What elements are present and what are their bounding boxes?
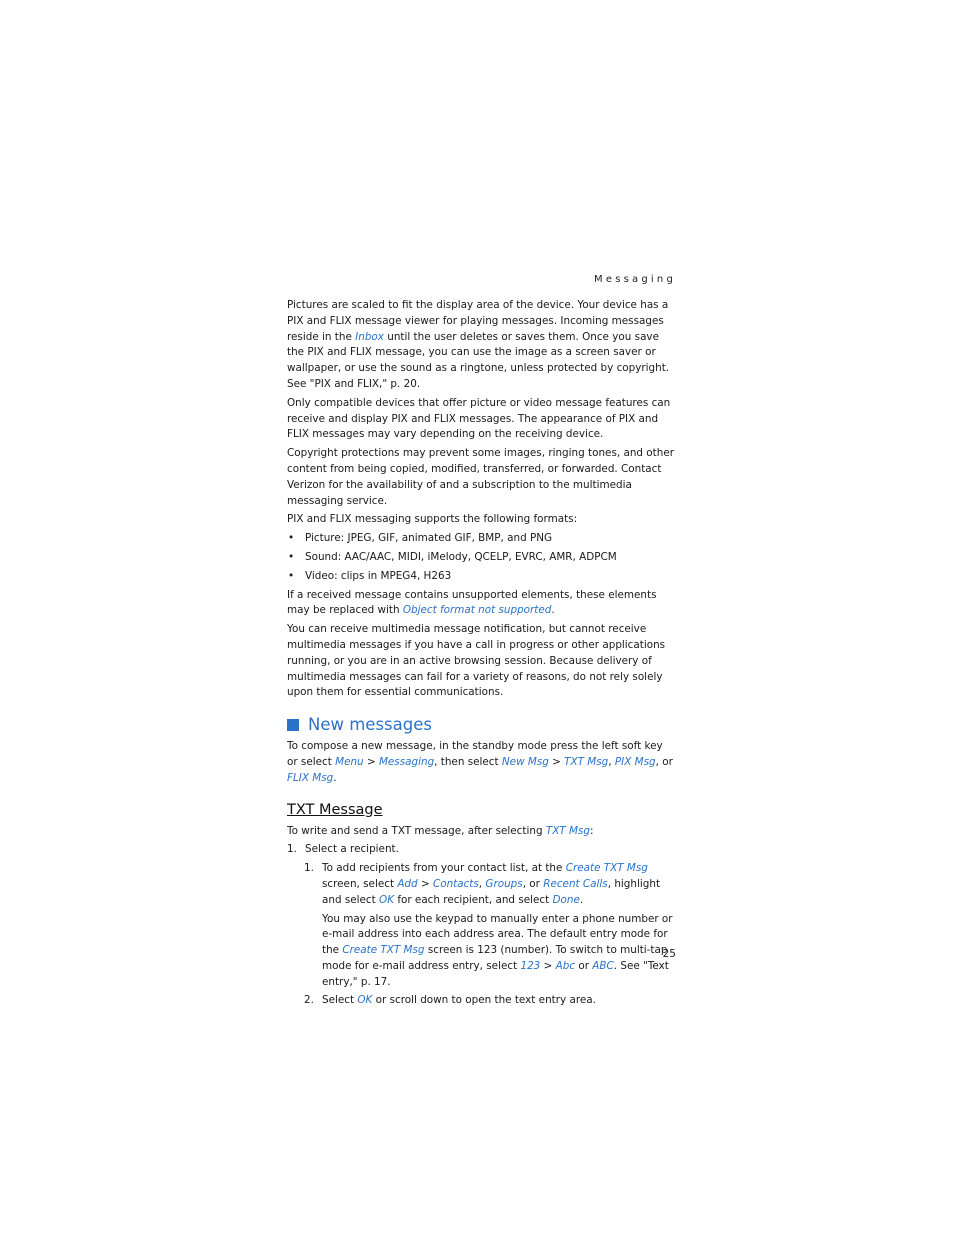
paragraph-txt-intro: To write and send a TXT message, after selecting TXT Msg:: [287, 824, 594, 837]
link-inbox[interactable]: Inbox: [355, 330, 384, 343]
substep-text: To add recipients from your contact list, at the Create TXT Msg screen, select Add > Contacts, Groups, or Recent Calls, highlight and select OK for each recipient, and select Done.: [322, 862, 661, 906]
link-ok[interactable]: OK: [357, 994, 373, 1007]
link-abc-caps[interactable]: ABC: [592, 959, 614, 972]
paragraph-copyright: Copyright protections may prevent some images, ringing tones, and other content from being copied, modified, transferred, or forwarded. Contact Verizon for the availability of and a subscription to the multimedia messaging service.: [287, 447, 674, 507]
link-done[interactable]: Done: [552, 893, 580, 906]
link-pix-msg[interactable]: PIX Msg: [614, 755, 656, 768]
formats-list: [287, 531, 676, 584]
paragraph-formats-intro: PIX and FLIX messaging supports the following formats:: [287, 513, 578, 526]
paragraph-new-messages-intro: To compose a new message, in the standby mode press the left soft key or select Menu > Messaging, then select New Msg > TXT Msg, PIX Msg, or FLIX Msg.: [287, 740, 673, 784]
bullet-icon: •: [288, 550, 295, 563]
link-create-txt-msg[interactable]: Create TXT Msg: [565, 862, 648, 875]
link-txt-msg[interactable]: TXT Msg: [564, 755, 609, 768]
running-header: Messaging: [594, 274, 676, 285]
paragraph-unsupported-elements: If a received message contains unsupported elements, these elements may be replaced with Object format not supported.: [287, 588, 657, 617]
link-menu[interactable]: Menu: [335, 755, 364, 768]
paragraph-compatible-devices: Only compatible devices that offer picture or video message features can receive and display PIX and FLIX messages. The appearance of PIX and FLIX messages may vary depending on the receiving device.: [287, 396, 671, 441]
paragraph-pix-flix-viewer: Pictures are scaled to fit the display area of the device. Your device has a PIX and FLIX message viewer for playing messages. Incoming messages reside in the Inbox until the user deletes or saves them. Once you save the PIX and FLIX message, you can use the image as a screen saver or wallpaper, or use the sound as a ringtone, unless protected by copyright. See "PIX and FLIX," p. 20.: [287, 299, 670, 390]
substep-number: 2.: [304, 994, 314, 1007]
link-new-msg[interactable]: New Msg: [501, 755, 549, 768]
paragraph-notification: You can receive multimedia message notification, but cannot receive multimedia messages if you have a call in progress or other applications running, or you are in an active browsing session. Because delivery of multimedia messages can fail for a variety of reasons, do not rely solely upon them for essential communications.: [287, 623, 666, 699]
list-item: • Sound: AAC/AAC, MIDI, iMelody, QCELP, EVRC, AMR, ADPCM: [287, 550, 676, 566]
link-messaging[interactable]: Messaging: [378, 755, 435, 768]
steps-list: [287, 842, 676, 1009]
step-item: 1. Select a recipient.: [287, 842, 676, 858]
link-contacts[interactable]: Contacts: [432, 877, 479, 890]
link-add[interactable]: Add: [397, 877, 418, 890]
link-groups[interactable]: Groups: [485, 877, 523, 890]
substep-extra-text: You may also use the keypad to manually enter a phone number or e-mail address into each address area. The default entry mode for the Create TXT Msg screen is 123 (number). To switch to multi-tap mode for e-mail address entry, select 123 > Abc or ABC. See "Text entry," p. 17.: [322, 912, 673, 988]
link-flix-msg[interactable]: FLIX Msg: [287, 771, 334, 784]
substep-item: [304, 861, 676, 990]
link-create-txt-msg[interactable]: Create TXT Msg: [342, 944, 425, 957]
list-item: • Video: clips in MPEG4, H263: [287, 569, 676, 585]
subheading-txt-message: TXT Message: [287, 801, 383, 818]
section-heading-text: New messages: [308, 715, 432, 735]
section-heading-new-messages: [287, 715, 676, 735]
bullet-icon: •: [288, 569, 295, 582]
link-recent-calls[interactable]: Recent Calls: [543, 877, 608, 890]
page-number: 25: [662, 948, 676, 960]
step-number: 1.: [287, 843, 297, 856]
link-ok[interactable]: OK: [379, 893, 395, 906]
link-abc[interactable]: Abc: [555, 959, 576, 972]
heading-square-icon: [287, 719, 299, 731]
bullet-icon: •: [288, 532, 295, 545]
substep-item: 2. Select OK or scroll down to open the text entry area.: [304, 993, 676, 1009]
substep-number: 1.: [304, 862, 314, 875]
substeps-list: [287, 861, 676, 1009]
page-content: [287, 298, 676, 1012]
list-item: • Picture: JPEG, GIF, animated GIF, BMP, and PNG: [287, 531, 676, 547]
link-123[interactable]: 123: [520, 959, 541, 972]
link-txt-msg[interactable]: TXT Msg: [545, 824, 590, 837]
link-object-format-not-supported[interactable]: Object format not supported: [402, 604, 552, 617]
